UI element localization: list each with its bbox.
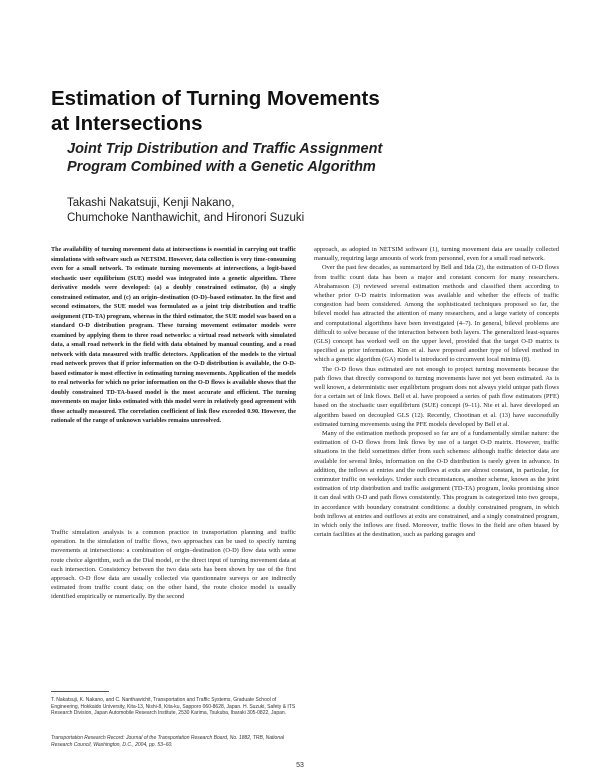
body-right-column [314, 245, 559, 540]
author-affiliations: T. Nakatsuji, K. Nakano, and C. Nanthawichit, Transportation and Traffic Systems, Graduate School of Engineering, Hokkaido University, Kita-13, Nishi-8, Kita-ku, Sapporo 060-8628, Japan. H. Suzuki, Safety & ITS Research Division, Japan Automobile Research Institute, 2530 Karima, Tsukuba, Ibaraki 305-0822, Japan. [51, 697, 296, 717]
footnote-divider [51, 691, 109, 692]
subtitle-line-2: Program Combined with a Genetic Algorithm [67, 159, 376, 175]
body-left-column [51, 528, 296, 602]
page-number: 53 [296, 762, 304, 769]
body-paragraph: Many of the estimation methods proposed so far are of a fundamentally similar nature: the estimation of O-D flows from link flows by use of a target O-D matrix. However, traffic situations in the field sometimes differ from such schemes: although traffic detector data are available for several links, information on the O-D distribution is rarely given in advance. In addition, the inflows at entries and the outflows at exits are almost constant, in particular, for commuter traffic on weekdays. Under such circumstances, another scheme, known as the joint estimation of trip distribution and traffic assignment (TD-TA) program, looks promising since it can deal with O-D and path flows consistently. This program is categorized into two groups, in accordance with boundary constraint conditions: a doubly constrained program, in which both inflows at entries and outflows at exits are constrained, and a singly constrained program, in which only the inflows are fixed. Moreover, traffic flows in the field are often biased by certain facilities at the destination, such as parking garages and [314, 430, 559, 539]
body-paragraph: Over the past few decades, as summarized by Bell and Iida (2), the estimation of O-D flows from traffic count data has been a major and constant concern for many researchers. Abrahamsson (3) reviewed several estimation methods and classified them according to whether prior O-D matrix information was available and whether the effects of traffic congestion had been considered. Among the sophisticated techniques proposed so far, the bilevel model has attracted the attention of many researchers, and a large variety of concepts and computational algorithms have been investigated (4–7). In general, bilevel problems are difficult to solve because of the interaction between both layers. The generalized least-squares (GLS) concept has worked well on the upper level, provided that the target O-D matrix is specified as prior information. Kim et al. have proposed another type of bilevel method in which a genetic algorithm (GA) model is introduced to circumvent local minima (8). [314, 264, 559, 364]
authors-line-1: Takashi Nakatsuji, Kenji Nakano, [67, 197, 235, 209]
author-list [67, 196, 467, 226]
title-line-1: Estimation of Turning Movements [51, 87, 380, 110]
title-line-2: at Intersections [51, 112, 203, 135]
abstract: The availability of turning movement data at intersections is essential in carrying out traffic simulations with software such as NETSIM. However, data collection is very time-consuming even for a small network. To estimate turning movements at intersections, a logit-based stochastic user equilibrium (SUE) model was integrated into a genetic algorithm. Three derivative models were developed: (a) a doubly constrained estimator, (b) a singly constrained estimator, and (c) an origin–destination (O-D)–based estimator. In the first and second estimators, the SUE model was formulated as a joint trip distribution and traffic assignment (TD-TA) program, whereas in the third estimator, the SUE model was based on a standard O-D distribution program. These turning movement estimator models were examined by applying them to three road networks: a virtual road network with simulated data, a small road network in the field with data obtained by manual counting, and a road network with data measured with traffic detectors. Application of the models to the virtual road network proves that if prior information on the O-D distribution is available, the O-D-based estimator is most effective in estimating turning movements. Application of the models to real networks for which no prior information on the O-D flows is available shows that the doubly constrained TD-TA-based model is the most accurate and efficient. The turning movements on major links estimated with this model were in relatively good agreement with those actually measured. The correlation coefficient of link flow exceeded 0.90. However, the rationale of the range of unknown variables remains unresolved. [51, 246, 296, 424]
journal-citation: Transportation Research Record: Journal of the Transportation Research Board, No. 1882, TRB, National Research Council, Washington, D.C., 2004, pp. 53–60. [51, 735, 284, 748]
paper-title [51, 86, 551, 136]
authors-line-2: Chumchoke Nanthawichit, and Hironori Suzuki [67, 212, 305, 224]
subtitle-line-1: Joint Trip Distribution and Traffic Assignment [67, 141, 383, 157]
paper-subtitle [67, 140, 547, 176]
body-paragraph: Traffic simulation analysis is a common practice in transportation planning and traffic operation. In the simulation of traffic flows, two approaches can be used to specify turning movements at intersections: a combination of origin–destination (O-D) flow data with some route choice algorithm, such as the Dial model, or the direct input of turning movement data at each intersection. Consistency between the two data sets has been shown by use of the first approach. O-D flow data are usually collected via questionnaire surveys or are indirectly estimated from traffic count data; on the other hand, the route choice model is usually identified empirically or numerically. By the second [51, 529, 296, 601]
body-paragraph: approach, as adopted in NETSIM software (1), turning movement data are usually collected manually, requiring large amounts of work from personnel, even for a small road network. [314, 246, 559, 263]
body-paragraph: The O-D flows thus estimated are not enough to project turning movements because the path flows that directly correspond to turning movements have not yet been estimated. As is well known, a deterministic user equilibrium program does not always yield unique path flows for a certain set of link flows. Bell et al. have proposed a series of path flow estimators (PFE) based on the stochastic user equilibrium (SUE) concept (9–11). Nie et al. have developed an algorithm based on decoupled GLS (12). Recently, Chootinan et al. (13) have successfully estimated turning movements using the PFE models developed by Bell et al. [314, 365, 559, 428]
